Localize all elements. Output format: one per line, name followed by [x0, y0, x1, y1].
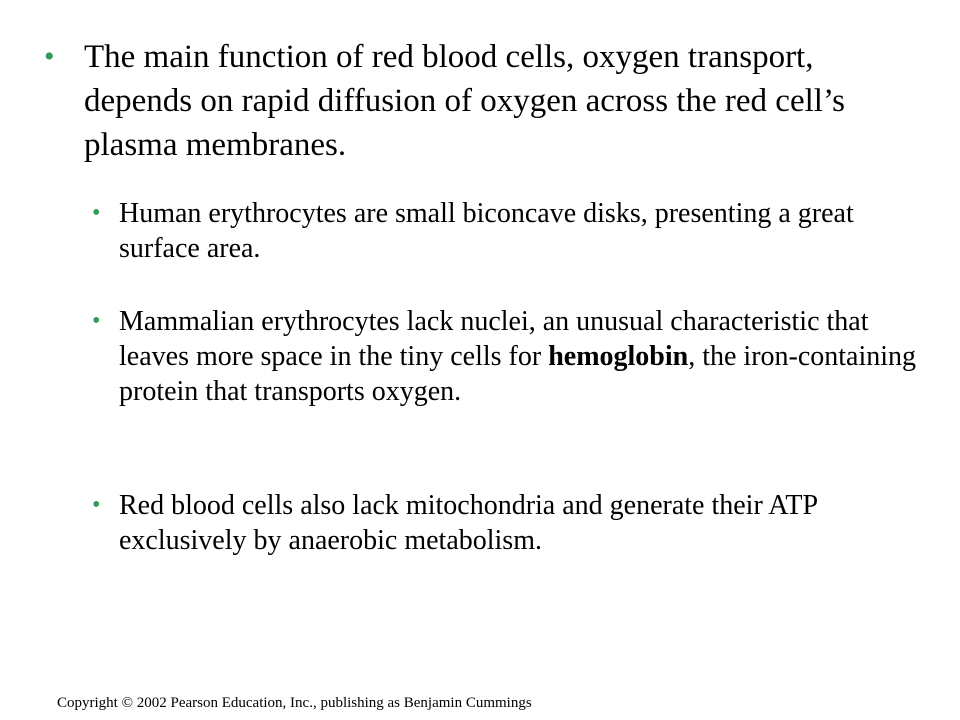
sub-point-2-text: [119, 304, 919, 409]
main-point-bullet: •: [44, 40, 55, 73]
sub-point-3-bullet: •: [92, 492, 101, 518]
copyright-footer: Copyright © 2002 Pearson Education, Inc., publishing as Benjamin Cummings: [57, 695, 532, 711]
main-point-text: The main function of red blood cells, oxygen transport, depends on rapid diffusion of oxygen across the red cell’s plasma membranes.: [84, 39, 845, 163]
sub-point-1-text: Human erythrocytes are small biconcave disks, presenting a great surface area.: [119, 198, 854, 264]
sub-point-1-bullet: •: [92, 200, 101, 226]
sub-point-2-bullet: •: [92, 308, 101, 334]
hemoglobin-term: hemoglobin: [548, 341, 689, 372]
sub-point-2-text-after: , the iron-containing protein that transports oxygen.: [119, 341, 917, 407]
sub-point-3-text: Red blood cells also lack mitochondria and generate their ATP exclusively by anaerobic metabolism.: [119, 490, 817, 556]
sub-point-2-text-before: Mammalian erythrocytes lack nuclei, an unusual characteristic that leaves more space in the tiny cells for: [119, 306, 869, 372]
